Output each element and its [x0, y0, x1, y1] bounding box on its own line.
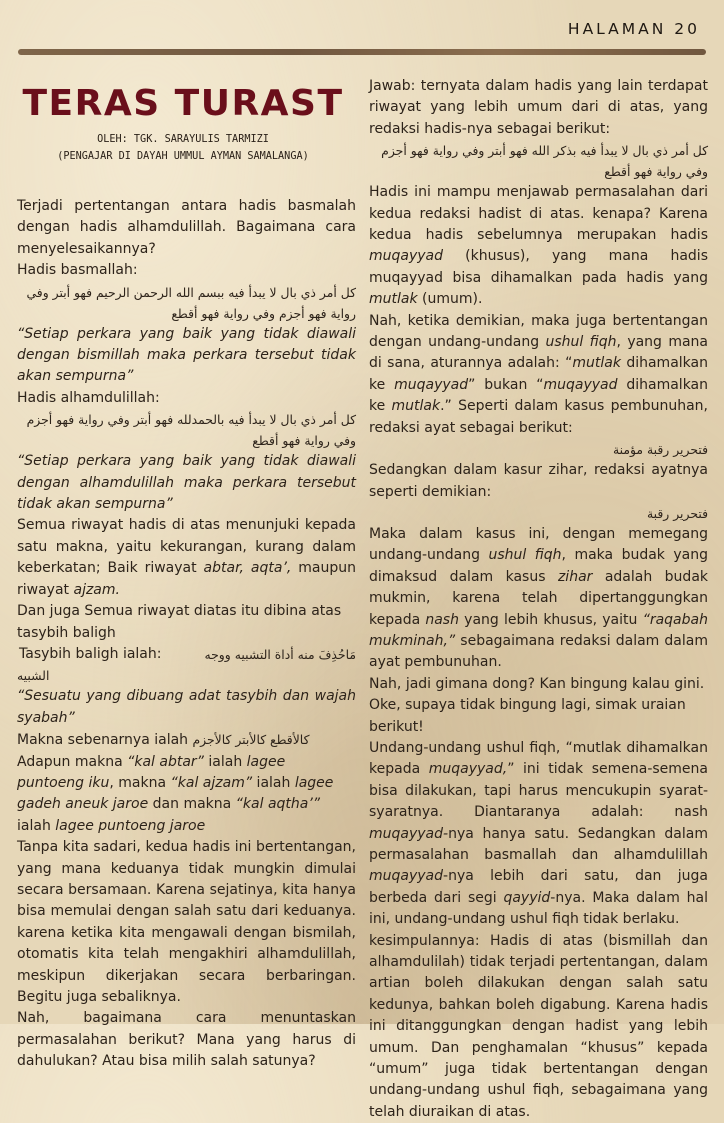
paragraph-oke: Oke, supaya tidak bingung lagi, simak uraian berikut! — [369, 697, 686, 735]
affiliation-line: (PENGAJAR DI DAYAH UMMUL AYMAN SAMALANGA) — [57, 151, 309, 162]
alhamdulillah-heading: Hadis alhamdulillah: — [17, 389, 160, 406]
paragraph-nah-question: Nah, bagaimana cara menuntaskan permasalahan berikut? Mana yang harus di dahulukan? Atau bisa milih salah satunya? — [17, 1010, 356, 1070]
arabic-hadis-basmallah: كل أمر ذي بال لا يبدأ فيه ببسم الله الرحمن الرحيم فهو أبتر وفي رواية فهو أجزم وفي رواية فهو أقطع — [26, 284, 356, 321]
paragraph-sedangkan: Sedangkan dalam kasur zihar, redaksi ayatnya seperti demikian: — [369, 462, 708, 500]
quote-tasybih: “Sesuatu yang dibuang adat tasybih dan wajah syabah” — [17, 688, 356, 726]
left-column — [17, 196, 356, 1073]
paragraph-tanpa: Tanpa kita sadari, kedua hadis ini bertentangan, yang mana keduanya tidak mungkin dimulai secara bersamaan. Karena sejatinya, kita hanya bisa memulai dengan salah satu dari keduanya. karena ketika kita mengawali dengan bismilah, otomatis kita telah mengakhiri alhamdulillah, meskipun dikerjakan secara berbaringan. Begitu juga sebaliknya. — [17, 839, 356, 1005]
page-number: HALAMAN 20 — [567, 20, 700, 38]
basmallah-heading: Hadis basmallah: — [17, 262, 138, 279]
arabic-tasybih: مَاحُذِفَ منه أداة التشبيه ووجه — [204, 646, 356, 662]
arabic-ayat-pembunuhan: فتحرير رقبة مؤمنة — [612, 442, 708, 458]
quote-basmallah: “Setiap perkara yang baik yang tidak diawali dengan bismillah maka perkara tersebut tidak akan sempurna” — [17, 325, 356, 385]
article-title: TERAS TURAST — [22, 83, 344, 124]
author-line: OLEH: TGK. SARAYULIS TARMIZI — [97, 134, 269, 145]
arabic-ayat-zihar: فتحرير رقبة — [646, 505, 708, 521]
paragraph-kesimpulan: kesimpulannya: Hadis di atas (bismillah dan alhamdulilah) tidak terjadi pertentangan, dalam artian boleh dilakukan dengan salah satu kedunya, bahkan boleh digabung. Karena hadis ini ditanggungkan dengan hadist yang lebih umum. Dan penghamalan “khusus” kepada “umum” juga tidak bertentangan dengan undang-undang ushul fiqh, sebagaimana yang telah diuraikan di atas. — [369, 932, 708, 1120]
arabic-hadis-umum: كل أمر ذي بال لا يبدأ فيه بذكر الله فهو أبتر وفي رواية فهو أجزم وفي رواية فهو أقطع — [381, 143, 708, 180]
paragraph-jadi: Nah, jadi gimana dong? Kan bingung kalau gini. — [369, 675, 705, 692]
paragraph-tasybih: Dan juga Semua riwayat diatas itu dibina atas tasybih baligh — [17, 603, 342, 641]
tasybih-label: Tasybih baligh ialah: — [19, 645, 162, 662]
arabic-makna: كالأقطع كالأبتر كالأجزم — [192, 732, 310, 748]
paragraph-semua-riwayat: Semua riwayat hadis di atas menunjuki kepada satu makna, yaitu kekurangan, kurang dalam keberkatan; Baik riwayat abtar, aqta’, maupun riwayat ajzam. — [17, 517, 356, 598]
arabic-hadis-alhamdulillah: كل أمر ذي بال لا يبدأ فيه بالحمدلله فهو أبتر وفي رواية فهو أجزم وفي رواية فهو أقطع — [26, 412, 356, 449]
paragraph-undang: Undang-undang ushul fiqh, “mutlak dihamalkan kepada muqayyad,” ini tidak semena-semena bisa dilakukan, tapi harus mencukupin syarat-syaratnya. Diantaranya adalah: nash muqayyad-nya hanya satu. Sedangkan dalam permasalahan basmallah dan alhamdulillah muqayyad-nya lebih dari satu, dan juga berbeda dari segi qayyid-nya. Maka dalam hal ini, undang-undang ushul fiqh tidak berlaku. — [369, 739, 708, 928]
paragraph-adapun: Adapun makna “kal abtar” ialah lagee puntoeng iku, makna “kal ajzam” ialah lagee gadeh aneuk jaroe dan makna “kal aqtha’” ialah lagee puntoeng jaroe — [17, 753, 334, 834]
paragraph-makna: Makna sebenarnya ialah كالأقطع كالأبتر كالأجزم — [17, 732, 310, 749]
arabic-tasybih-cont: الشبيه — [17, 668, 50, 684]
header-divider — [18, 49, 706, 55]
paragraph-maka: Maka dalam kasus ini, dengan memegang undang-undang ushul fiqh, maka budak yang dimaksud dalam kasus zihar adalah budak mukmin, karena telah dipertanggungkan kepada nash yang lebih khusus, yaitu “raqabah mukminah,” sebagaimana redaksi dalam dalam ayat pembunuhan. — [369, 525, 709, 671]
right-column — [369, 76, 708, 1123]
paragraph-hadis-ini: Hadis ini mampu menjawab permasalahan dari kedua redaksi hadist di atas. kenapa? Karena kedua hadis sebelumnya merupakan hadis muqayyad (khusus), yang mana hadis muqayyad bisa dihamalkan pada hadis yang mutlak (umum). — [369, 184, 708, 308]
intro-paragraph: Terjadi pertentangan antara hadis basmalah dengan hadis alhamdulillah. Bagaimana cara menyelesaikannya? — [17, 198, 356, 257]
tasybih-definition — [17, 644, 356, 665]
byline — [0, 131, 366, 165]
paragraph-nah-ketika: Nah, ketika demikian, maka juga bertentangan dengan undang-undang ushul fiqh, yang mana di sana, aturannya adalah: “mutlak dihamalkan ke muqayyad” bukan “muqayyad dihamalkan ke mutlak.” Seperti dalam kasus pembunuhan, redaksi ayat sebagai berikut: — [369, 312, 709, 436]
paragraph-jawab: Jawab: ternyata dalam hadis yang lain terdapat riwayat yang lebih umum dari di atas, yang redaksi hadis-nya sebagai berikut: — [369, 78, 708, 137]
quote-alhamdulillah: “Setiap perkara yang baik yang tidak diawali dengan alhamdulillah maka perkara tersebut tidak akan sempurna” — [17, 453, 356, 513]
